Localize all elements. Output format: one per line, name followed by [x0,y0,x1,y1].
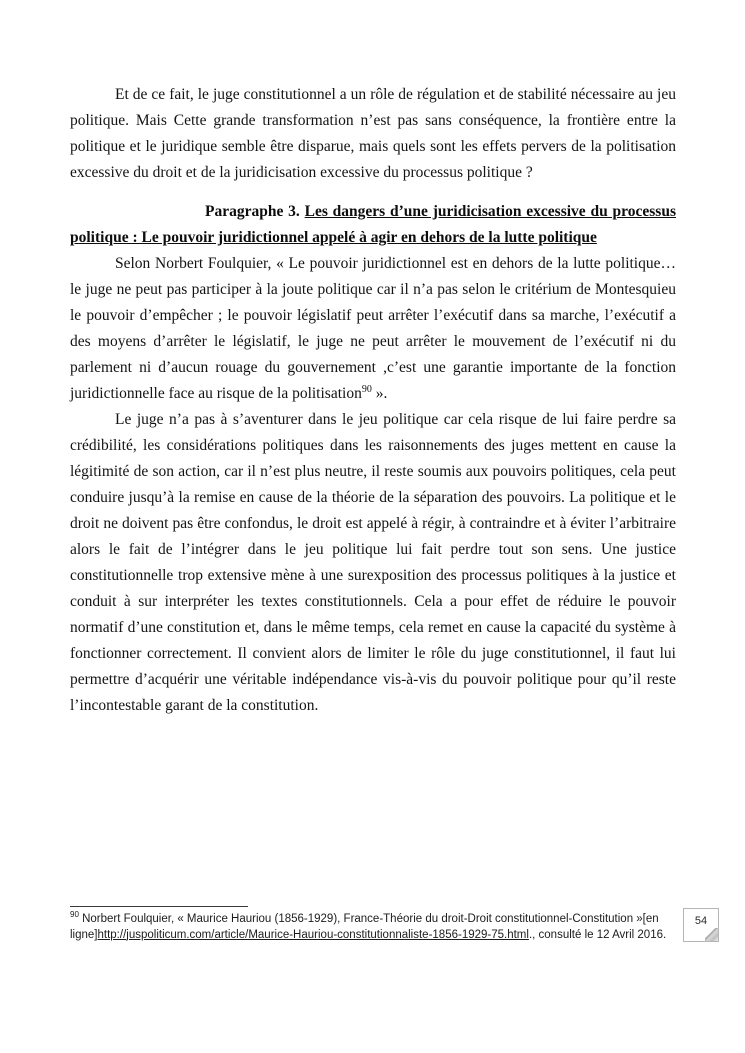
paragraph-quote [70,251,676,407]
paragraph-quote-text: Selon Norbert Foulquier, « Le pouvoir juridictionnel est en dehors de la lutte politique…le juge ne peut pas participer à la joute politique car il n’a pas selon le critérium de Montesquieu le pouvoir d’empêcher ; le pouvoir législatif peut arrêter l’exécutif dans sa marche, l’exécutif a des moyens d’arrêter le législatif, le juge ne peut arrêter le mouvement de l’exécutif ni du parlement ni d’aucun rouage du gouvernement ,c’est une garantie importante de la fonction juridictionnelle face au risque de la politisation [70,255,676,402]
footnote-url-link[interactable]: http://juspoliticum.com/article/Maurice-Hauriou-constitutionnaliste-1856-1929-75.html [97,928,529,941]
section-heading [70,199,676,251]
page-number-badge [683,908,719,942]
section-heading-title: Les dangers d’une juridicisation excessive du processus politique : Le pouvoir juridictionnel appelé à agir en dehors de la lutte politique [70,203,676,246]
folded-corner-icon [705,928,718,941]
footnote-citation-text: Norbert Foulquier, « Maurice Hauriou (1856-1929), France-Théorie du droit-Droit constitutionnel-Constitution »[en ligne] [70,913,659,941]
footnote-reference-90: 90 [361,383,372,395]
paragraph-intro: Et de ce fait, le juge constitutionnel a un rôle de régulation et de stabilité nécessaire au jeu politique. Mais Cette grande transformation n’est pas sans conséquence, la frontière entre la politique et le juridique semble être disparue, mais quels sont les effets pervers de la politisation excessive du droit et de la juridicisation excessive du processus politique ? [70,86,676,181]
footnote-separator [70,906,248,907]
section-heading-label: Paragraphe 3. [205,203,305,220]
paragraph-analysis: Le juge n’a pas à s’aventurer dans le jeu politique car cela risque de lui faire perdre sa crédibilité, les considérations politiques dans les raisonnements des juges mettent en cause la légitimité de son action, car il n’est plus neutre, il reste soumis aux pouvoirs politiques, cela peut conduire jusqu’à la remise en cause de la théorie de la séparation des pouvoirs. La politique et le droit ne doivent pas être confondus, le droit est appelé à régir, à contraindre et à éviter l’arbitraire alors le fait de l’intégrer dans le jeu politique lui fait perdre tout son sens. Une justice constitutionnelle trop extensive mène à une surexposition des processus politiques à la justice et conduit à sur interpréter les textes constitutionnels. Cela a pour effet de réduire le pouvoir normatif d’une constitution et, dans le même temps, cela remet en cause la capacité du système à fonctionner correctement. Il convient alors de limiter le rôle du juge constitutionnel, il faut lui permettre d’acquérir une véritable indépendance vis-à-vis du pouvoir politique pour qu’il reste l’incontestable garant de la constitution. [70,411,676,714]
footnote-marker: 90 [70,910,79,920]
text-block [70,82,676,719]
footnote [70,912,678,943]
page-number: 54 [694,915,708,927]
paragraph-quote-closing: ». [371,385,388,402]
footnote-consulted-text: ., consulté le 12 Avril 2016. [528,928,667,941]
